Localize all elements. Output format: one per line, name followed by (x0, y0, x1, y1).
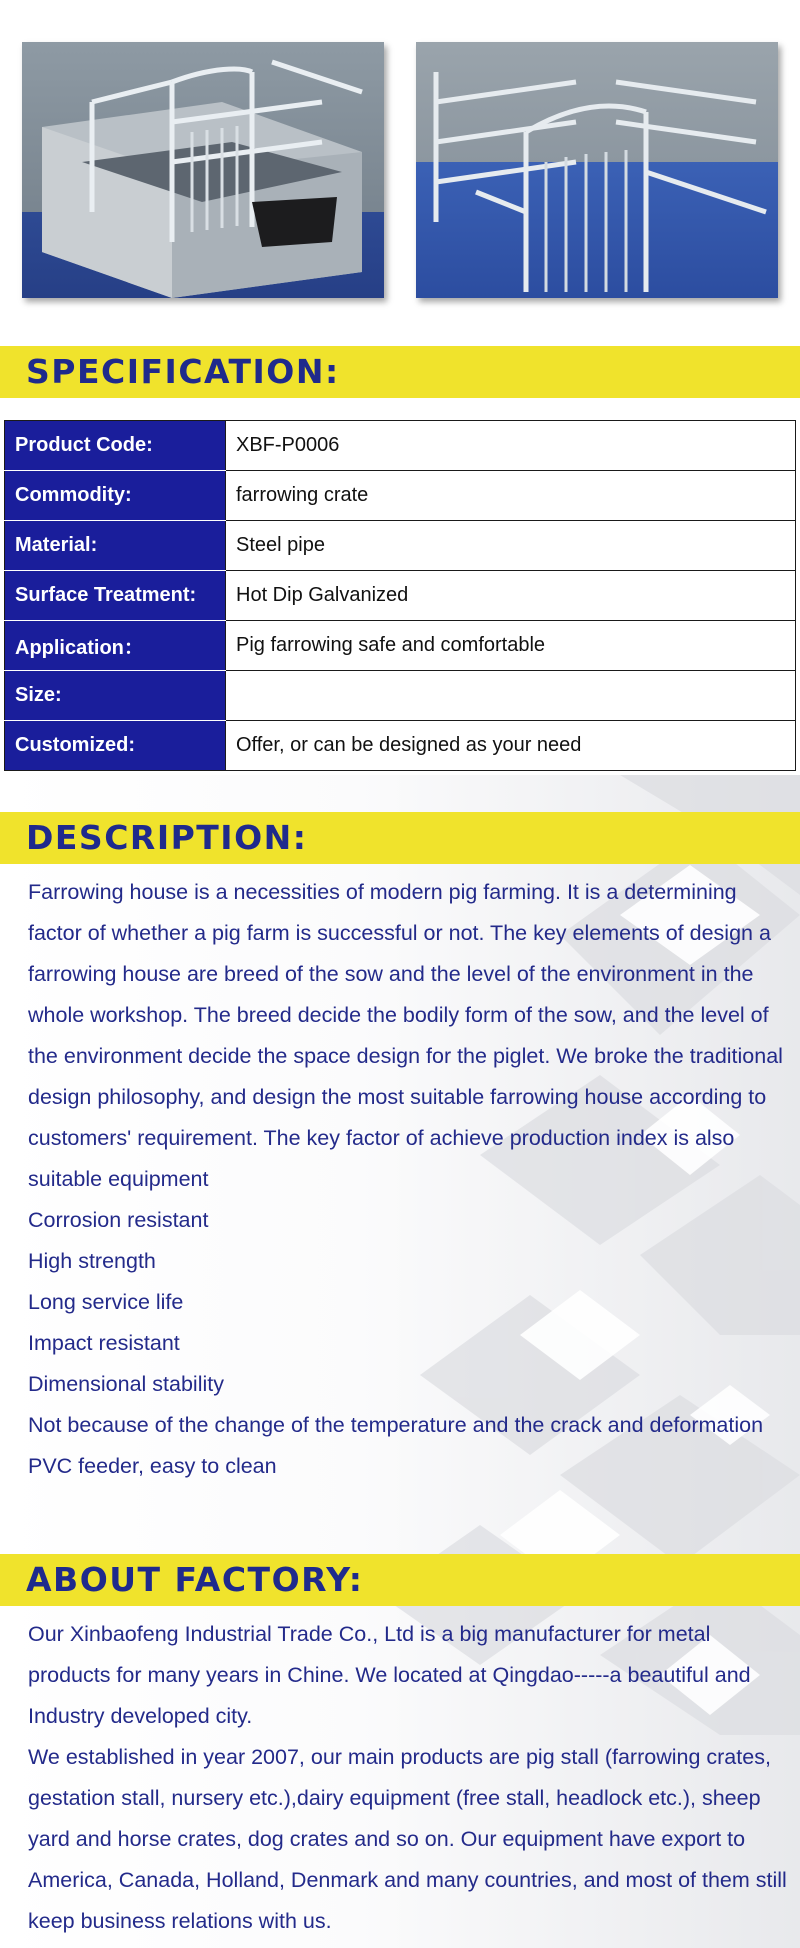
spec-label: Customized: (5, 721, 226, 771)
feature-item: Dimensional stability (28, 1372, 224, 1396)
about-factory-header-bar (0, 1554, 800, 1606)
spec-row (5, 621, 796, 671)
spec-row (5, 421, 796, 471)
about-factory-heading: ABOUT FACTORY: (26, 1560, 364, 1599)
spec-label: Commodity: (5, 471, 226, 521)
feature-item: PVC feeder, easy to clean (28, 1454, 277, 1478)
about-factory-text (28, 1614, 788, 1942)
description-paragraph: Farrowing house is a necessities of modern pig farming. It is a determining factor of whether a pig farm is successful or not. The key elements of design a farrowing house are breed of the sow and the level of the environment in the whole workshop. The breed decide the bodily form of the sow, and the level of the environment decide the space design for the piglet. We broke the traditional design philosophy, and design the most suitable farrowing house according to customers' requirement. The key factor of achieve production index is also suitable equipment (28, 880, 783, 1191)
spec-row (5, 521, 796, 571)
spec-label: Material: (5, 521, 226, 571)
spec-value: Pig farrowing safe and comfortable (226, 621, 796, 671)
feature-item: Corrosion resistant (28, 1208, 209, 1232)
feature-item: Impact resistant (28, 1331, 180, 1355)
feature-list (28, 1200, 788, 1487)
product-photos (0, 0, 800, 320)
spec-row (5, 571, 796, 621)
spec-label: Surface Treatment: (5, 571, 226, 621)
specification-header-bar (0, 346, 800, 398)
specification-heading: SPECIFICATION: (26, 352, 340, 391)
spec-row (5, 471, 796, 521)
description-text (28, 872, 788, 1487)
spec-value (226, 671, 796, 721)
farrowing-crate-photo-left (22, 42, 384, 298)
spec-label: Application： (5, 621, 226, 671)
description-header-bar (0, 812, 800, 864)
spec-label: Product Code: (5, 421, 226, 471)
spec-row (5, 671, 796, 721)
spec-value: Offer, or can be designed as your need (226, 721, 796, 771)
spec-value: farrowing crate (226, 471, 796, 521)
spec-value: XBF-P0006 (226, 421, 796, 471)
farrowing-crate-photo-right (416, 42, 778, 298)
feature-item: High strength (28, 1249, 156, 1273)
factory-paragraph-2: We established in year 2007, our main products are pig stall (farrowing crates, gestation stall, nursery etc.),dairy equipment (free stall, headlock etc.), sheep yard and horse crates, dog crates and so on. Our equipment have export to America, Canada, Holland, Denmark and many countries, and most of them still keep business relations with us. (28, 1745, 787, 1933)
spec-value: Steel pipe (226, 521, 796, 571)
description-heading: DESCRIPTION: (26, 818, 308, 857)
spec-row (5, 721, 796, 771)
feature-item: Long service life (28, 1290, 184, 1314)
specification-table (4, 420, 796, 771)
spec-label: Size: (5, 671, 226, 721)
feature-item: Not because of the change of the temperature and the crack and deformation (28, 1413, 764, 1437)
spec-value: Hot Dip Galvanized (226, 571, 796, 621)
factory-paragraph-1: Our Xinbaofeng Industrial Trade Co., Ltd is a big manufacturer for metal products for many years in Chine. We located at Qingdao-----a beautiful and Industry developed city. (28, 1622, 751, 1728)
